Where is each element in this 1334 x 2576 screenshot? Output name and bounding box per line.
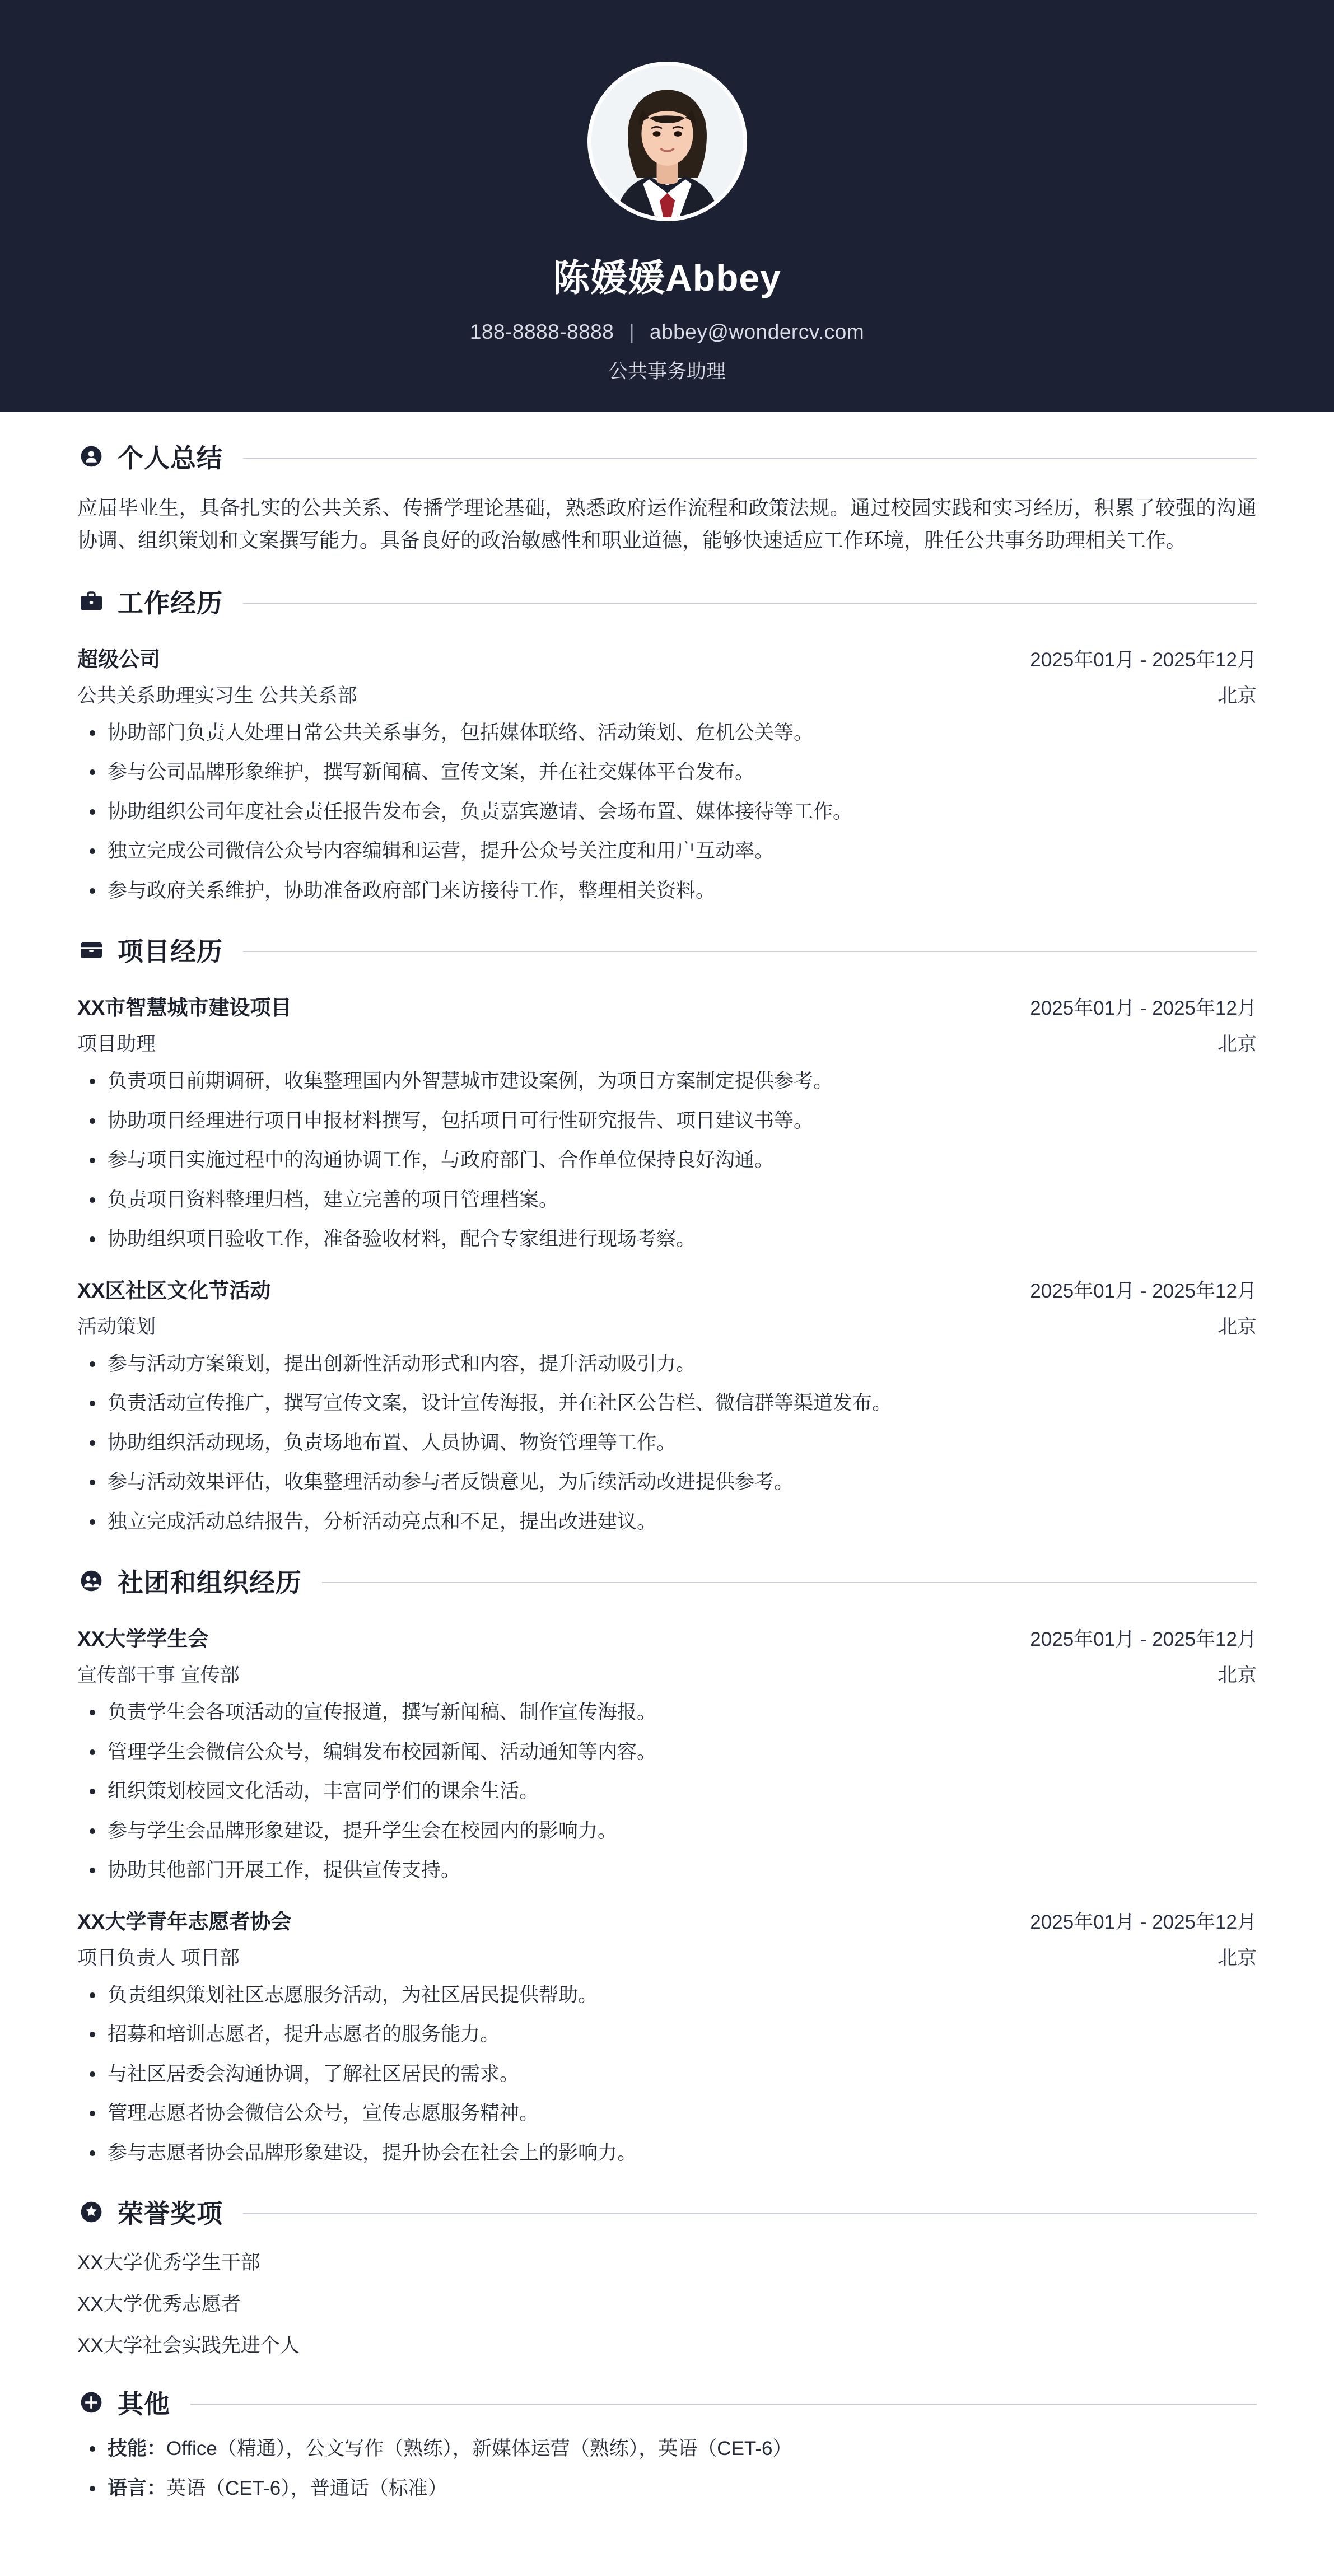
section-title: 个人总结 [118, 444, 223, 473]
entry-bullets [77, 1350, 1257, 1537]
entry-location: 北京 [1217, 684, 1257, 707]
list-item: 管理学生会微信公众号，编辑发布校园新闻、活动通知等内容。 [77, 1738, 1257, 1767]
section-header [77, 2384, 1257, 2424]
entry-sub-row [77, 1935, 1257, 1971]
entry-bullets [77, 1698, 1257, 1886]
section-header [77, 438, 1257, 478]
entry-date: 2025年01月 - 2025年12月 [1030, 1911, 1257, 1933]
section-header [77, 931, 1257, 972]
entry-sub-row [77, 673, 1257, 708]
other-label: 语言： [108, 2477, 167, 2499]
headline-text: 公共事务助理 [608, 361, 726, 382]
entry-role: 项目助理 [77, 1033, 156, 1056]
list-item [77, 2474, 1257, 2504]
work-entry [77, 642, 1257, 906]
users-icon [77, 1567, 105, 1595]
list-item: 独立完成活动总结报告，分析活动亮点和不足，提出改进建议。 [77, 1508, 1257, 1537]
section-title: 工作经历 [118, 588, 223, 618]
list-item: 协助部门负责人处理日常公共关系事务，包括媒体联络、活动策划、危机公关等。 [77, 718, 1257, 748]
list-item: 参与政府关系维护，协助准备政府部门来访接待工作，整理相关资料。 [77, 876, 1257, 906]
entry-role: 宣传部干事 宣传部 [77, 1664, 240, 1687]
phone-text: 188-8888-8888 [469, 320, 614, 343]
other-text: 英语（CET-6），普通话（标准） [166, 2477, 447, 2499]
section-other [77, 2384, 1257, 2503]
section-title: 项目经历 [118, 937, 223, 967]
list-item: 参与活动方案策划，提出创新性活动形式和内容，提升活动吸引力。 [77, 1350, 1257, 1379]
list-item: 参与志愿者协会品牌形象建设，提升协会在社会上的影响力。 [77, 2139, 1257, 2168]
entry-location: 北京 [1217, 1315, 1257, 1338]
list-item: 协助组织项目验收工作，准备验收材料，配合专家组进行现场考察。 [77, 1225, 1257, 1254]
other-list [77, 2434, 1257, 2503]
list-item: 管理志愿者协会微信公众号，宣传志愿服务精神。 [77, 2099, 1257, 2129]
project-entry [77, 991, 1257, 1254]
honor-item: XX大学优秀学生干部 [77, 2252, 260, 2274]
entry-location: 北京 [1217, 1664, 1257, 1687]
briefcase-icon [77, 587, 105, 615]
email-text: abbey@wondercv.com [650, 320, 865, 343]
section-title: 其他 [118, 2390, 170, 2419]
list-item: 与社区居委会沟通协调，了解社区居民的需求。 [77, 2060, 1257, 2089]
section-header [77, 1562, 1257, 1603]
list-item: 独立完成公司微信公众号内容编辑和运营，提升公众号关注度和用户互动率。 [77, 837, 1257, 866]
divider [190, 2404, 1257, 2405]
list-item: 协助项目经理进行项目申报材料撰写，包括项目可行性研究报告、项目建议书等。 [77, 1107, 1257, 1136]
club-entry [77, 1622, 1257, 1886]
entry-sub-row [77, 1021, 1257, 1057]
entry-date: 2025年01月 - 2025年12月 [1030, 997, 1257, 1020]
list-item: 负责活动宣传推广，撰写宣传文案，设计宣传海报，并在社区公告栏、微信群等渠道发布。 [77, 1389, 1257, 1418]
list-item: 负责项目前期调研，收集整理国内外智慧城市建设案例，为项目方案制定提供参考。 [77, 1067, 1257, 1096]
divider [243, 2213, 1257, 2214]
entry-role: 活动策划 [77, 1315, 156, 1338]
entry-top-row [77, 1622, 1257, 1652]
divider [243, 951, 1257, 952]
list-item: 参与活动效果评估，收集整理活动参与者反馈意见，为后续活动改进提供参考。 [77, 1468, 1257, 1497]
entry-role: 项目负责人 项目部 [77, 1947, 240, 1969]
contact-separator: | [629, 320, 635, 343]
entry-location: 北京 [1217, 1947, 1257, 1969]
organization-name: XX大学学生会 [77, 1627, 209, 1651]
other-text: Office（精通），公文写作（熟练），新媒体运营（熟练），英语（CET-6） [166, 2438, 792, 2460]
list-item: 协助组织公司年度社会责任报告发布会，负责嘉宾邀请、会场布置、媒体接待等工作。 [77, 797, 1257, 827]
entry-date: 2025年01月 - 2025年12月 [1030, 1628, 1257, 1651]
list-item: 组织策划校园文化活动，丰富同学们的课余生活。 [77, 1777, 1257, 1807]
page-title: 陈媛媛Abbey [553, 257, 781, 298]
plus-circle-icon [77, 2388, 105, 2416]
divider [322, 1582, 1257, 1583]
organization-name: 超级公司 [77, 647, 160, 671]
entry-bullets [77, 1981, 1257, 2168]
folder-icon [77, 936, 105, 964]
honor-item: XX大学优秀志愿者 [77, 2293, 241, 2316]
resume-body [0, 438, 1334, 2576]
list-item: 招募和培训志愿者，提升志愿者的服务能力。 [77, 2020, 1257, 2050]
section-title: 社团和组织经历 [118, 1568, 302, 1598]
honor-item: XX大学社会实践先进个人 [77, 2335, 300, 2357]
list-item: 参与学生会品牌形象建设，提升学生会在校园内的影响力。 [77, 1817, 1257, 1846]
project-entry [77, 1273, 1257, 1537]
list-item: 参与项目实施过程中的沟通协调工作，与政府部门、合作单位保持良好沟通。 [77, 1146, 1257, 1175]
list-item: 参与公司品牌形象维护，撰写新闻稿、宣传文案，并在社交媒体平台发布。 [77, 758, 1257, 787]
divider [243, 603, 1257, 604]
entry-location: 北京 [1217, 1033, 1257, 1056]
entry-top-row [77, 1273, 1257, 1304]
divider [243, 458, 1257, 459]
entry-sub-row [77, 1304, 1257, 1340]
section-honors [77, 2194, 1257, 2358]
section-header [77, 583, 1257, 623]
club-entry [77, 1905, 1257, 2168]
entry-bullets [77, 1067, 1257, 1254]
entry-date: 2025年01月 - 2025年12月 [1030, 1280, 1257, 1302]
entry-sub-row [77, 1652, 1257, 1688]
list-item: 负责组织策划社区志愿服务活动，为社区居民提供帮助。 [77, 1981, 1257, 2010]
list-item: 负责项目资料整理归档，建立完善的项目管理档案。 [77, 1186, 1257, 1215]
page-bottom-space [77, 2503, 1257, 2537]
section-clubs [77, 1562, 1257, 2168]
entry-top-row [77, 991, 1257, 1021]
organization-name: XX区社区文化节活动 [77, 1278, 271, 1302]
list-item: 协助组织活动现场，负责场地布置、人员协调、物资管理等工作。 [77, 1429, 1257, 1458]
medal-icon [77, 2198, 105, 2226]
section-title: 荣誉奖项 [118, 2199, 223, 2229]
resume-header [0, 0, 1334, 412]
section-header [77, 2194, 1257, 2234]
section-summary [77, 438, 1257, 557]
entry-top-row [77, 642, 1257, 673]
entry-top-row [77, 1905, 1257, 1935]
organization-name: XX市智慧城市建设项目 [77, 996, 292, 1020]
list-item [77, 2434, 1257, 2464]
badge-person-icon [77, 442, 105, 470]
portrait-photo-icon [591, 66, 743, 217]
section-projects [77, 931, 1257, 1537]
entry-bullets [77, 718, 1257, 906]
entry-role: 公共关系助理实习生 公共关系部 [77, 684, 357, 707]
list-item: 协助其他部门开展工作，提供宣传支持。 [77, 1856, 1257, 1886]
avatar [587, 62, 747, 221]
summary-text: 应届毕业生，具备扎实的公共关系、传播学理论基础，熟悉政府运作流程和政策法规。通过校园实践和实习经历，积累了较强的沟通协调、组织策划和文案撰写能力。具备良好的政治敏感性和职业道德，能够快速适应工作环境，胜任公共事务助理相关工作。 [77, 496, 1257, 552]
other-label: 技能： [108, 2438, 167, 2460]
entry-date: 2025年01月 - 2025年12月 [1030, 648, 1257, 671]
section-work [77, 583, 1257, 906]
list-item: 负责学生会各项活动的宣传报道，撰写新闻稿、制作宣传海报。 [77, 1698, 1257, 1728]
contact-line [0, 320, 1334, 344]
organization-name: XX大学青年志愿者协会 [77, 1910, 292, 1933]
